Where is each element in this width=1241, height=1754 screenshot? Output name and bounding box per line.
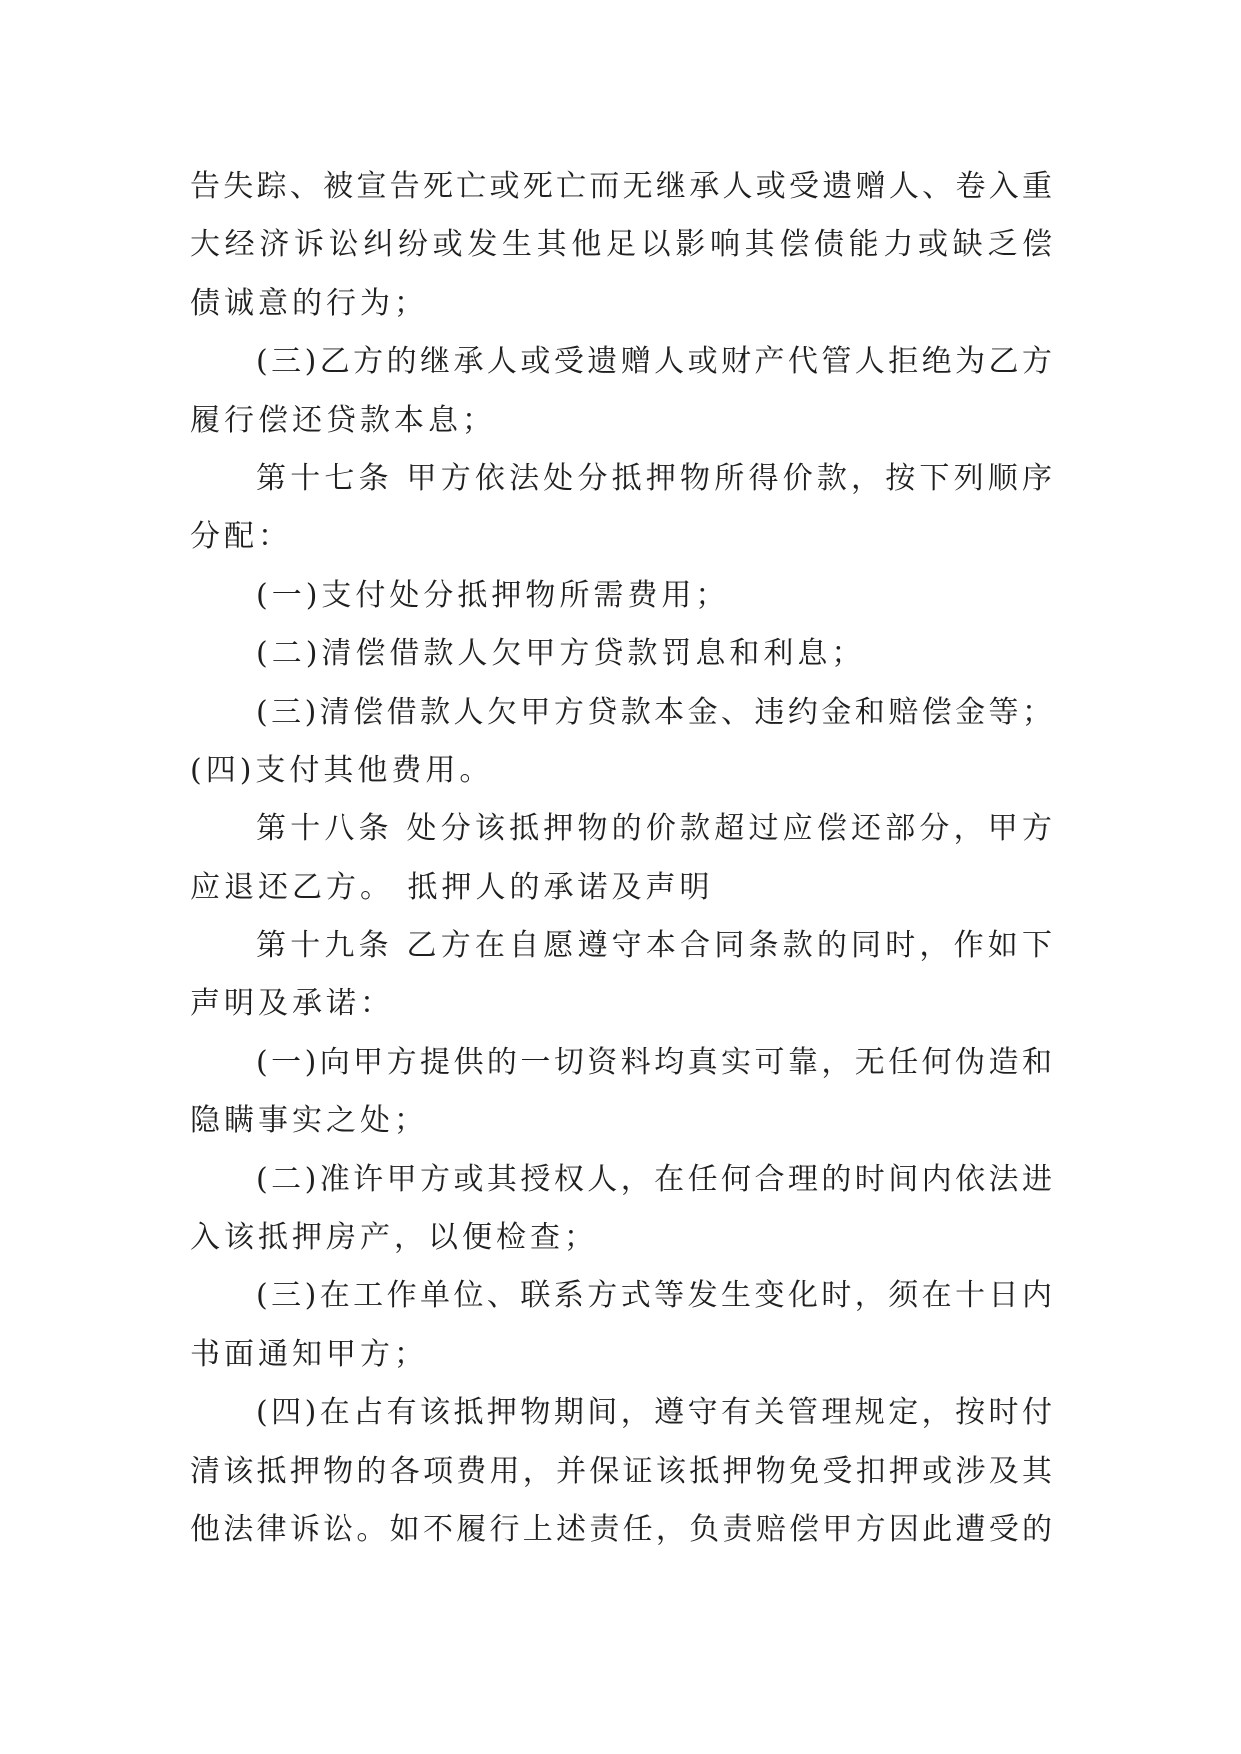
text-line: (一)向甲方提供的一切资料均真实可靠，无任何伪造和 (256, 1044, 1052, 1080)
document-page (190, 158, 1052, 1559)
text-line: 告失踪、被宣告死亡或死亡而无继承人或受遗赠人、卷入重 (190, 169, 1052, 204)
text-line: (二)准许甲方或其授权人，在任何合理的时间内依法进 (256, 1161, 1052, 1197)
text-line: 隐瞒事实之处； (190, 1103, 428, 1139)
text-line: (四)在占有该抵押物期间，遵守有关管理规定，按时付 (256, 1395, 1052, 1431)
article-19-heading: 第十九条 乙方在自愿遵守本合同条款的同时，作如下 (256, 928, 1052, 964)
text-line: (四)支付其他费用。 (190, 752, 494, 788)
text-line: 清该抵押物的各项费用，并保证该抵押物免受扣押或涉及其 (190, 1453, 1052, 1489)
text-line: 应退还乙方。 抵押人的承诺及声明 (190, 869, 714, 905)
article-17-heading: 第十七条 甲方依法处分抵押物所得价款，按下列顺序 (256, 460, 1052, 496)
text-line: (三)清偿借款人欠甲方贷款本金、违约金和赔偿金等； (256, 694, 1052, 730)
text-line: (二)清偿借款人欠甲方贷款罚息和利息； (256, 636, 866, 672)
text-line: 声明及承诺： (190, 986, 394, 1022)
text-line: 入该抵押房产，以便检查； (190, 1220, 598, 1256)
text-line: 债诚意的行为； (190, 285, 428, 321)
text-line: 履行偿还贷款本息； (190, 402, 496, 438)
text-line: 大经济诉讼纠纷或发生其他足以影响其偿债能力或缺乏偿 (190, 227, 1052, 263)
text-line: (三)在工作单位、联系方式等发生变化时，须在十日内 (256, 1278, 1052, 1314)
text-line: 书面通知甲方； (190, 1336, 428, 1372)
text-line: 他法律诉讼。如不履行上述责任，负责赔偿甲方因此遭受的 (190, 1511, 1052, 1547)
text-line: (三)乙方的继承人或受遗赠人或财产代管人拒绝为乙方 (256, 344, 1052, 380)
article-18-heading: 第十八条 处分该抵押物的价款超过应偿还部分，甲方 (256, 811, 1052, 847)
text-line: 分配： (190, 519, 292, 555)
text-line: (一)支付处分抵押物所需费用； (256, 577, 730, 613)
